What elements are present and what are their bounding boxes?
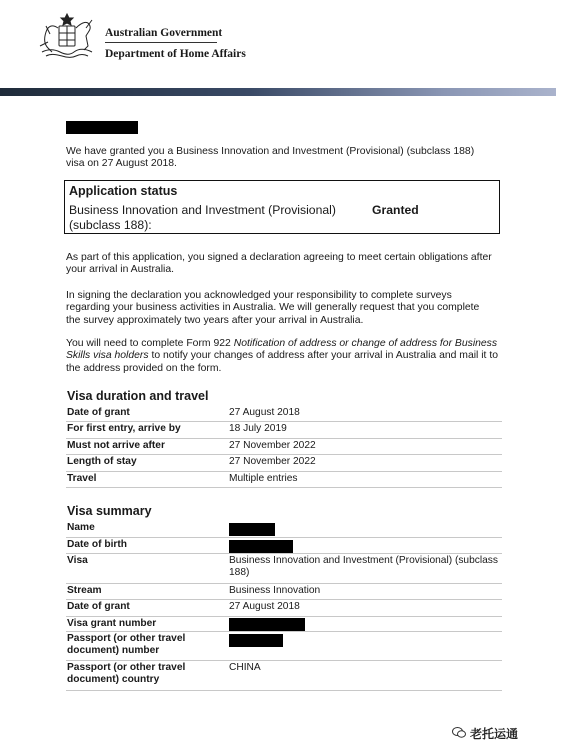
row-value: CHINA (229, 662, 261, 673)
form-title: Notification of address or change of address for Business Skills visa holders (66, 338, 498, 362)
row-label: Travel (67, 473, 97, 484)
department-name: Department of Home Affairs (105, 48, 246, 60)
table-row (66, 455, 502, 472)
row-label: Date of grant (67, 601, 130, 612)
row-label: For first entry, arrive by (67, 423, 181, 434)
status-title: Application status (69, 184, 178, 198)
redacted-visa-grant-number (229, 618, 305, 631)
summary-heading: Visa summary (67, 504, 152, 518)
survey-paragraph: In signing the declaration you acknowledged your responsibility to complete surveys regarding your business activities in Australia. We will generally request that you complete the survey approximately two years after your arrival in Australia. (66, 290, 480, 326)
row-label: Date of grant (67, 407, 130, 418)
row-label: Passport (or other travel document) country (67, 662, 186, 685)
row-label: Name (67, 522, 95, 533)
status-result: Granted (372, 203, 419, 217)
row-label: Passport (or other travel document) number (67, 633, 186, 656)
redacted-date-of-birth (229, 540, 293, 553)
table-row (66, 439, 502, 455)
redacted-passport-number (229, 634, 283, 647)
row-label: Visa (67, 555, 88, 566)
form-text-start: You will need to complete Form 922 (66, 338, 234, 349)
row-value: 27 November 2022 (229, 456, 316, 467)
header-divider (105, 42, 217, 43)
table-row (66, 406, 502, 422)
table-row (66, 422, 502, 439)
header-banner (0, 88, 556, 96)
form-text-end: to notify your changes of address after your arrival in Australia and mail it to the address provided on the form. (66, 350, 498, 374)
duration-heading: Visa duration and travel (67, 389, 209, 403)
row-value: 18 July 2019 (229, 423, 287, 434)
table-row (66, 661, 502, 691)
coat-of-arms-icon (36, 12, 98, 60)
redacted-name (229, 523, 275, 536)
wechat-icon (452, 727, 466, 738)
declaration-paragraph: As part of this application, you signed a declaration agreeing to meet certain obligations after your arrival in Australia. (66, 252, 492, 276)
intro-paragraph: We have granted you a Business Innovation and Investment (Provisional) (subclass 188) visa on 27 August 2018. (66, 146, 475, 170)
table-row (66, 584, 502, 600)
table-row (66, 600, 502, 617)
status-visa-name: Business Innovation and Investment (Provisional) (subclass 188): (69, 203, 336, 232)
application-status-box (64, 180, 500, 234)
row-value: 27 August 2018 (229, 601, 300, 612)
row-label: Length of stay (67, 456, 137, 467)
row-value: 27 November 2022 (229, 440, 316, 451)
row-label: Must not arrive after (67, 440, 165, 451)
row-value: Business Innovation and Investment (Provisional) (subclass 188) (229, 555, 498, 578)
redacted-recipient-name (66, 121, 138, 134)
watermark-text: 老托运通 (470, 727, 519, 741)
row-value: Multiple entries (229, 473, 298, 484)
row-value: Business Innovation (229, 585, 321, 596)
row-label: Visa grant number (67, 618, 157, 629)
table-row (66, 521, 502, 538)
row-label: Date of birth (67, 539, 127, 550)
table-row (66, 472, 502, 488)
form-paragraph (66, 338, 498, 375)
row-value: 27 August 2018 (229, 407, 300, 418)
row-label: Stream (67, 585, 102, 596)
table-row (66, 554, 502, 584)
government-name: Australian Government (105, 27, 223, 39)
table-row (66, 632, 502, 661)
